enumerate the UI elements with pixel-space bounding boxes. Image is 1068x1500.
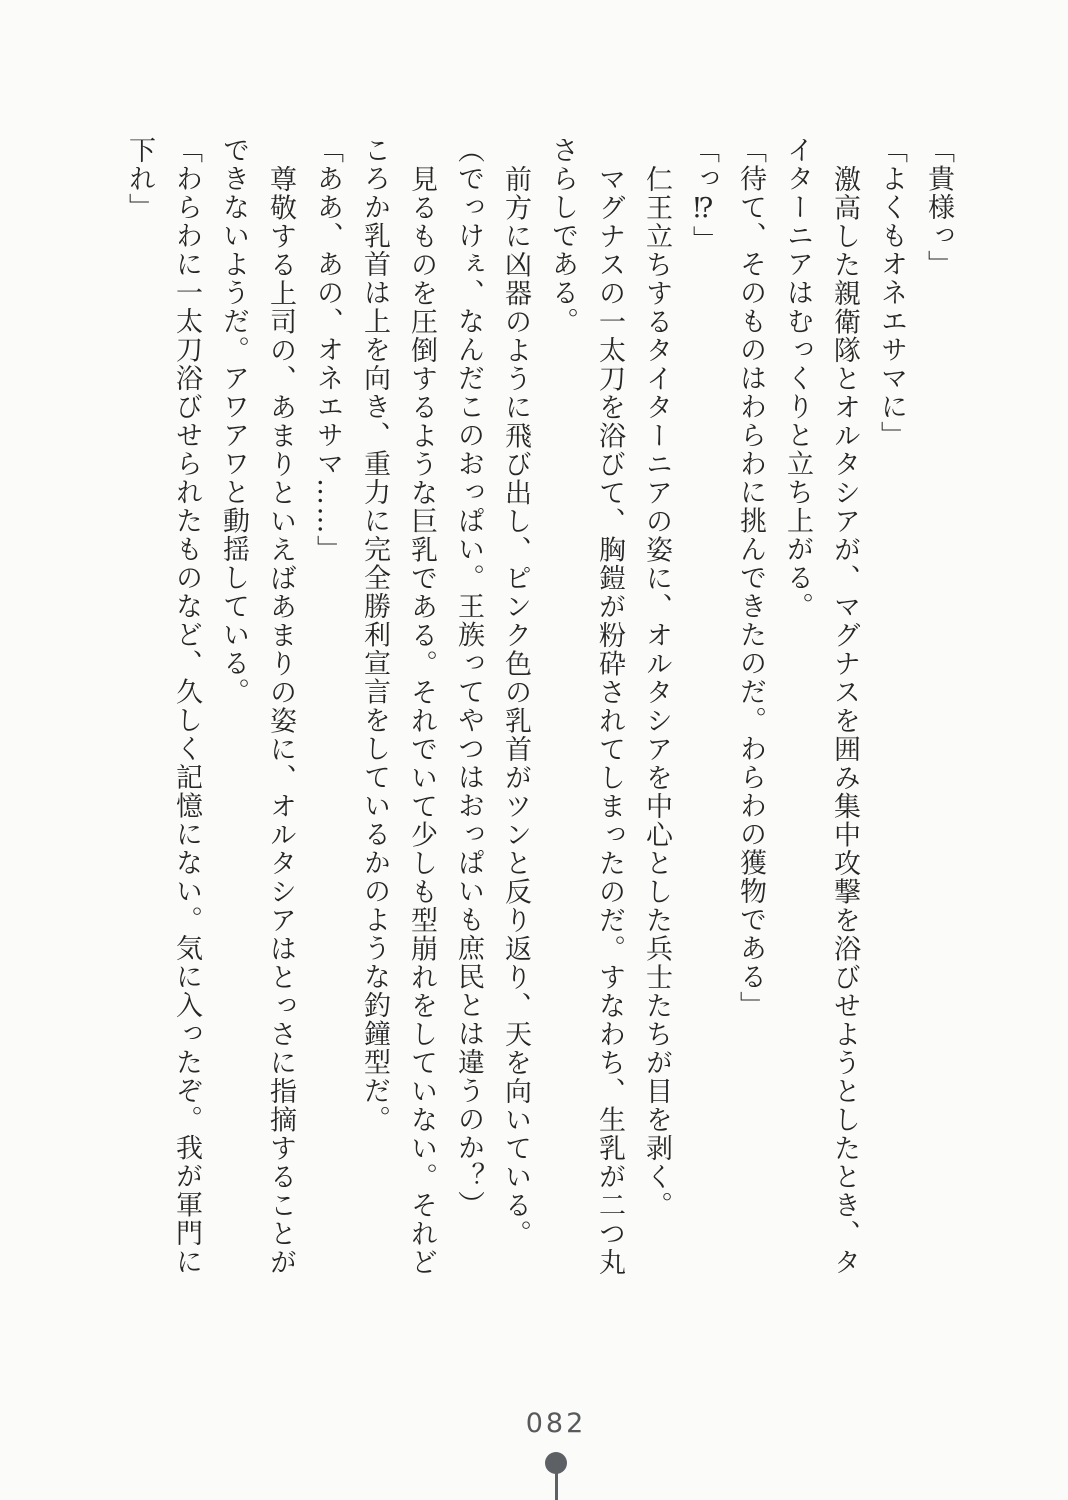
text-line: 「よくもオネエサマに」 — [876, 136, 907, 450]
text-line: 仁王立ちするタイターニアの姿に、オルタシアを中心とした兵士たちが目を剥く。 — [641, 165, 672, 1220]
text-line: （でっけぇ、なんだこのおっぱい。王族ってやつはおっぱいも庶民とは違うのか？） — [453, 136, 484, 1219]
text-line: 「ああ、あの、オネエサマ……」 — [312, 136, 343, 564]
text-line: 下れ」 — [124, 136, 155, 222]
pin-dot — [545, 1452, 567, 1474]
pin-stem — [555, 1472, 558, 1500]
text-line: 前方に凶器のように飛び出し、ピンク色の乳首がツンと反り返り、天を向いている。 — [500, 165, 531, 1248]
text-line: 激高した親衛隊とオルタシアが、マグナスを囲み集中攻撃を浴びせようとしたとき、タ — [829, 165, 860, 1277]
text-line: 「貴様っ」 — [923, 136, 954, 279]
text-line: 尊敬する上司の、あまりといえばあまりの姿に、オルタシアはとっさに指摘することが — [265, 165, 296, 1277]
text-line: ころか乳首は上を向き、重力に完全勝利宣言をしているかのような釣鐘型だ。 — [359, 136, 390, 1134]
page-number: 082 — [525, 1408, 587, 1439]
page-footer — [0, 1400, 1068, 1500]
text-line: 「っ⁉」 — [688, 136, 719, 254]
page-text — [116, 136, 962, 1326]
text-line: 「待て、そのものはわらわに挑んできたのだ。わらわの獲物である」 — [735, 136, 766, 1020]
text-line: マグナスの一太刀を浴びて、胸鎧が粉砕されてしまったのだ。すなわち、生乳が二つ丸 — [594, 165, 625, 1277]
text-line: 「わらわに一太刀浴びせられたものなど、久しく記憶にない。気に入ったぞ。我が軍門に — [171, 136, 202, 1276]
text-line: さらしである。 — [547, 136, 578, 336]
text-line: 見るものを圧倒するような巨乳である。それでいて少しも型崩れをしていない。それど — [406, 165, 437, 1277]
text-line: できないようだ。アワアワと動揺している。 — [218, 136, 249, 706]
pin-marker-icon — [544, 1452, 568, 1500]
text-line: イターニアはむっくりと立ち上がる。 — [782, 136, 813, 621]
